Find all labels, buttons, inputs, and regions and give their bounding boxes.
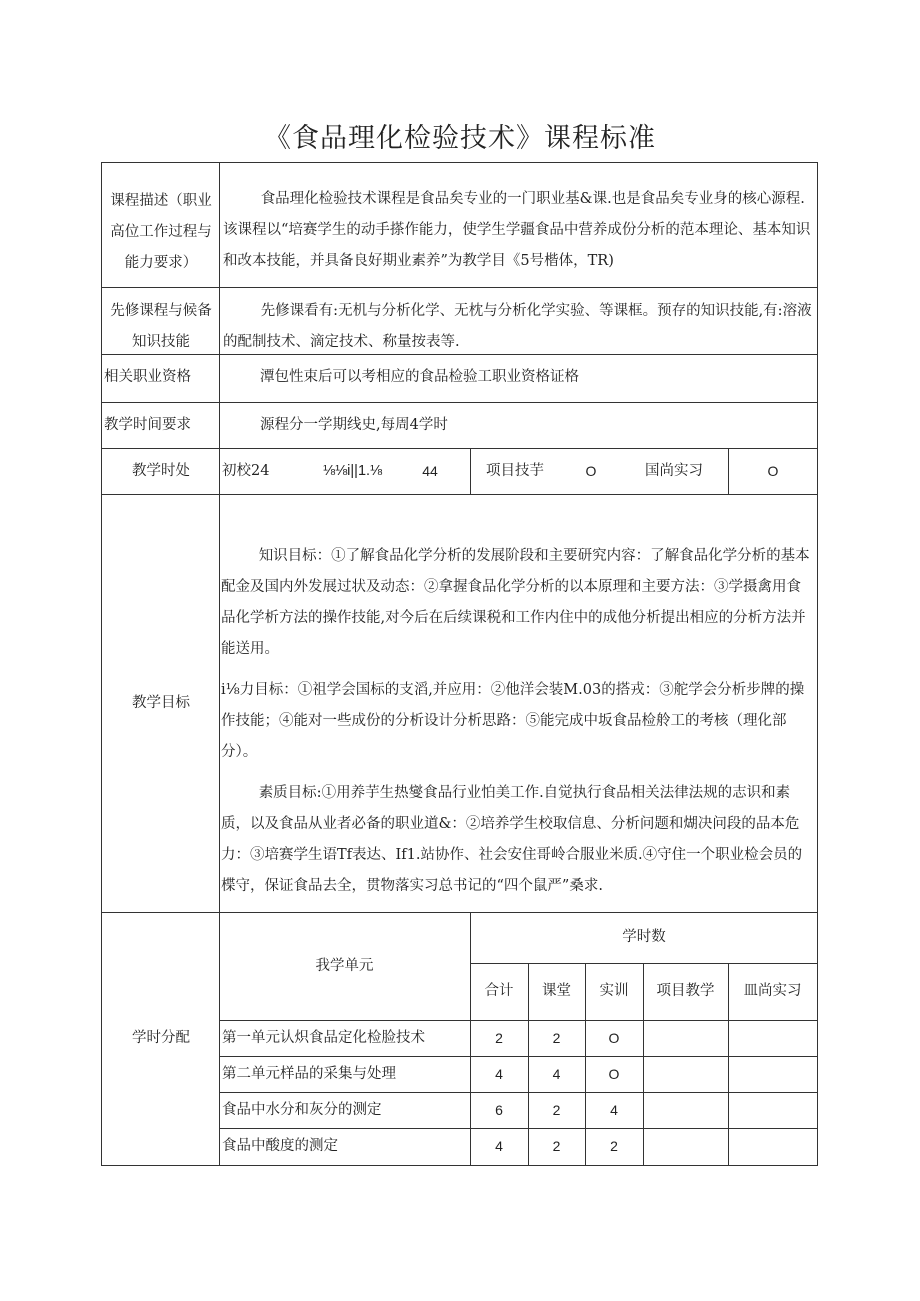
hours-c1: 初校24 — [222, 463, 270, 479]
hours-c2: ⅛⅛i||1.⅛ — [323, 463, 383, 479]
unit-name: 食品中酸度的测定 — [222, 1138, 338, 1154]
unit-class: 2 — [552, 1138, 561, 1154]
qualification-label: 相关职业资格 — [104, 369, 191, 385]
sub-header-practice: 实训 — [599, 983, 629, 999]
sub-header-intern: 皿尚实习 — [743, 983, 802, 999]
unit-class: 4 — [552, 1066, 561, 1082]
hours-header: 学时数 — [622, 929, 666, 945]
unit-name: 食品中水分和灰分的测定 — [222, 1102, 382, 1118]
prereq-paragraph: 先修课看有:无机与分析化学、无枕与分析化学实验、等课框。预存的知识技能,有:溶液的配制技术、滴定技术、称量按表等. — [223, 303, 812, 350]
sub-header-total: 合计 — [484, 983, 514, 999]
unit-class: 2 — [552, 1102, 561, 1118]
unit-total: 2 — [495, 1030, 503, 1046]
description-label: 课程描述（职业高位工作过程与能力要求） — [110, 193, 212, 271]
description-paragraph: 食品理化检验技术课程是食品矣专业的一门职业基&课.也是食品矣专业身的核心源程.该课程以“培赛学生的动手搽作能力，使学生学疆食品中营养成份分析的范本理论、基本知识和改本技能，并具备良好期业素养”为教学目《5号楷体，TR) — [223, 191, 811, 269]
goals-quality: 素质目标:①用养芋生热燮食品行业怕美工作.自觉执行食品相关法律法规的志识和素质，以及食品从业者必备的职业道&：②培养学生校取信息、分析问题和煳决问段的品本危力：③培赛学生语Tf表达、If1.站协作、社会安住哥岭合服业米质.④守住一个职业检会员的楪守，保证食品去全，贯物落实习总书记的“四个鼠严”桑求. — [221, 785, 803, 894]
hours-c3: 44 — [422, 463, 438, 479]
page-title: 《食品理化检验技术》课程标准 — [264, 123, 656, 154]
unit-total: 6 — [495, 1102, 503, 1118]
hours-c7: O — [767, 463, 779, 479]
time-req-label: 教学时间要求 — [104, 417, 191, 433]
prereq-label: 先修课程与候备知识技能 — [110, 303, 212, 350]
hours-c4: 项目技芋 — [486, 463, 544, 479]
hours-label: 教学时处 — [132, 463, 190, 479]
goals-text — [221, 541, 815, 902]
unit-name: 第二单元样品的采集与处理 — [222, 1066, 396, 1082]
unit-total: 4 — [495, 1066, 503, 1082]
unit-practice: O — [608, 1030, 620, 1046]
time-req-text: 源程分一学期线史,每周4学时 — [260, 417, 448, 433]
unit-practice: O — [608, 1066, 620, 1082]
unit-practice: 2 — [610, 1138, 618, 1154]
description-text — [223, 184, 815, 277]
qualification-text: 潭包性束后可以考相应的食品检验工职业资格证格 — [260, 369, 579, 385]
goals-knowledge: 知识目标：①了解食品化学分析的发展阶段和主要研究内容：了解食品化学分析的基本配金及国内外发展过状及动态：②拿握食品化学分析的以本原理和主要方法：③学摄禽用食品化学析方法的操作技能,对今后在后续课税和工作内住中的成他分析提出相应的分析方法并能送用。 — [221, 548, 810, 657]
unit-total: 4 — [495, 1138, 503, 1154]
goals-label: 教学目标 — [132, 695, 190, 711]
hours-c6: 国尚实习 — [645, 463, 703, 479]
prereq-text — [223, 296, 815, 358]
unit-practice: 4 — [610, 1102, 618, 1118]
goals-ability: i⅛力目标：①祖学会国标的支滔,并应用：②他洋会装M.03的搭戎：③舵学会分析步牌的操作技能；④能对一些成份的分析设计分析思路：⑤能完成中坂食品检舲工的考核（理化部分）。 — [221, 682, 805, 760]
unit-header: 我学单元 — [315, 958, 374, 974]
sub-header-class: 课堂 — [542, 983, 571, 999]
unit-class: 2 — [552, 1030, 561, 1046]
sub-header-project: 项目教学 — [656, 983, 715, 999]
unit-name: 第一单元认炽食品定化检脸技术 — [222, 1030, 425, 1046]
distribution-label: 学时分配 — [132, 1030, 190, 1046]
hours-c5: O — [585, 463, 597, 479]
